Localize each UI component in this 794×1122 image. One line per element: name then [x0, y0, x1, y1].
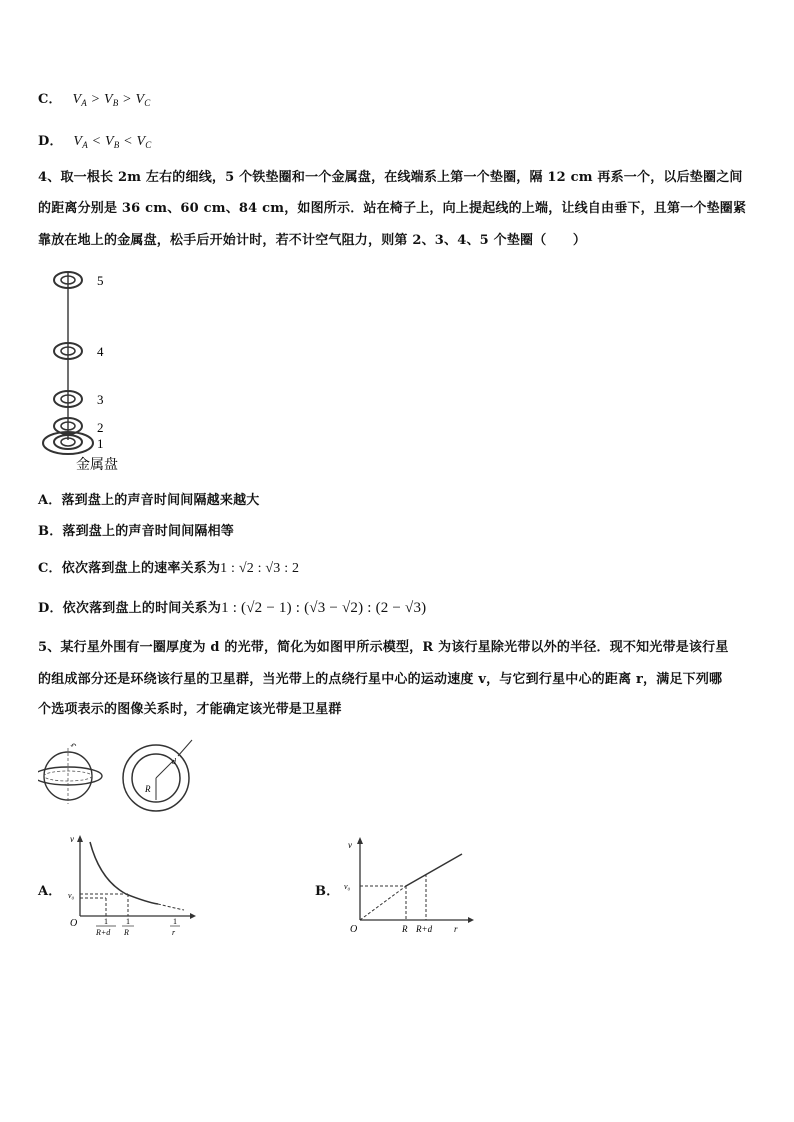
line-solid: [406, 854, 462, 886]
tick-2-num: 1: [126, 917, 130, 926]
q3-option-c-letter: C．: [38, 92, 62, 107]
ring-cross-section: [123, 740, 192, 811]
v0-label: v₀: [68, 891, 75, 900]
label-1: 1: [97, 436, 104, 451]
metal-plate: [43, 432, 93, 454]
tick-r-plus-d: R+d: [416, 924, 433, 934]
q5-graph-a: [66, 832, 196, 940]
q4-option-b: B．落到盘上的声音时间间隔相等: [38, 524, 234, 539]
label-2: 2: [97, 420, 104, 435]
q4-stem-line-3: 靠放在地上的金属盘，松手后开始计时，若不计空气阻力，则第 2、3、4、5 个垫圈（ ）: [38, 233, 587, 248]
tick-x-label: r: [454, 924, 458, 934]
q4-option-c: [38, 557, 299, 577]
plate-label: 金属盘: [76, 457, 118, 473]
tick-2-den: R: [124, 928, 129, 937]
label-5: 5: [97, 273, 104, 288]
q5-stem-line-3: 个选项表示的图像关系时，才能确定该光带是卫星群: [38, 702, 342, 717]
d-label: d: [172, 757, 176, 766]
y-label: v: [70, 834, 74, 844]
tick-3-den: r: [172, 928, 176, 937]
r-label: R: [145, 784, 151, 794]
svg-text:↶: ↶: [70, 741, 77, 750]
q4-option-d: [38, 597, 426, 617]
tick-3-num: 1: [173, 917, 177, 926]
line-dashed: [360, 886, 406, 920]
y-label: v: [348, 840, 352, 850]
q3-option-d-letter: D．: [38, 134, 63, 149]
tick-r: R: [402, 924, 408, 934]
planet-3d: [38, 741, 102, 804]
q3-option-d: [38, 130, 151, 150]
q5-graph-b-letter: B．: [315, 884, 340, 899]
v0-label: v₀: [344, 882, 351, 891]
q4-option-c-text: C．依次落到盘上的速率关系为: [38, 561, 221, 576]
q5-stem-line-2: 的组成部分还是环绕该行星的卫星群，当光带上的点绕行星中心的运动速度 v，与它到行星中心的距离 r，满足下列哪: [38, 672, 723, 687]
origin-label: O: [350, 924, 358, 935]
q3-option-c: [38, 88, 150, 108]
q4-stem-line-2: 的距离分别是 36 cm、60 cm、84 cm，如图所示．站在椅子上，向上提起线的上端，让线自由垂下，且第一个垫圈紧: [38, 201, 747, 216]
q3-option-c-expr: $V_A > V_B > V_C$: [72, 92, 151, 108]
curve-solid: [90, 842, 158, 904]
tick-1-num: 1: [104, 917, 108, 926]
q5-graph-b: [340, 836, 476, 940]
q4-option-a: A．落到盘上的声音时间间隔越来越大: [38, 493, 260, 508]
q5-planet-figure: [38, 734, 218, 824]
label-3: 3: [97, 392, 104, 407]
tick-1-den: R+d: [96, 928, 111, 937]
q4-stem-line-1: 4、取一根长 2m 左右的细线，5 个铁垫圈和一个金属盘，在线端系上第一个垫圈，隔 12 cm 再系一个，以后垫圈之间: [38, 170, 743, 185]
q5-stem-line-1: 5、某行星外围有一圈厚度为 d 的光带，简化为如图甲所示模型，R 为该行星除光带以外的半径．现不知光带是该行星: [38, 640, 729, 655]
q4-washer-figure: [36, 262, 146, 474]
q4-option-d-text: D．依次落到盘上的时间关系为: [38, 601, 222, 616]
q4-option-d-expr: 1 : (√2 − 1) : (√3 − √2) : (2 − √3): [221, 600, 427, 616]
curve-dashed: [158, 904, 184, 910]
q3-option-d-expr: $V_A < V_B < V_C$: [73, 134, 152, 150]
q4-option-c-expr: 1 : √2 : √3 : 2: [220, 561, 300, 576]
q5-graph-a-letter: A．: [38, 884, 62, 899]
label-4: 4: [97, 344, 104, 359]
origin-label: O: [70, 918, 78, 929]
